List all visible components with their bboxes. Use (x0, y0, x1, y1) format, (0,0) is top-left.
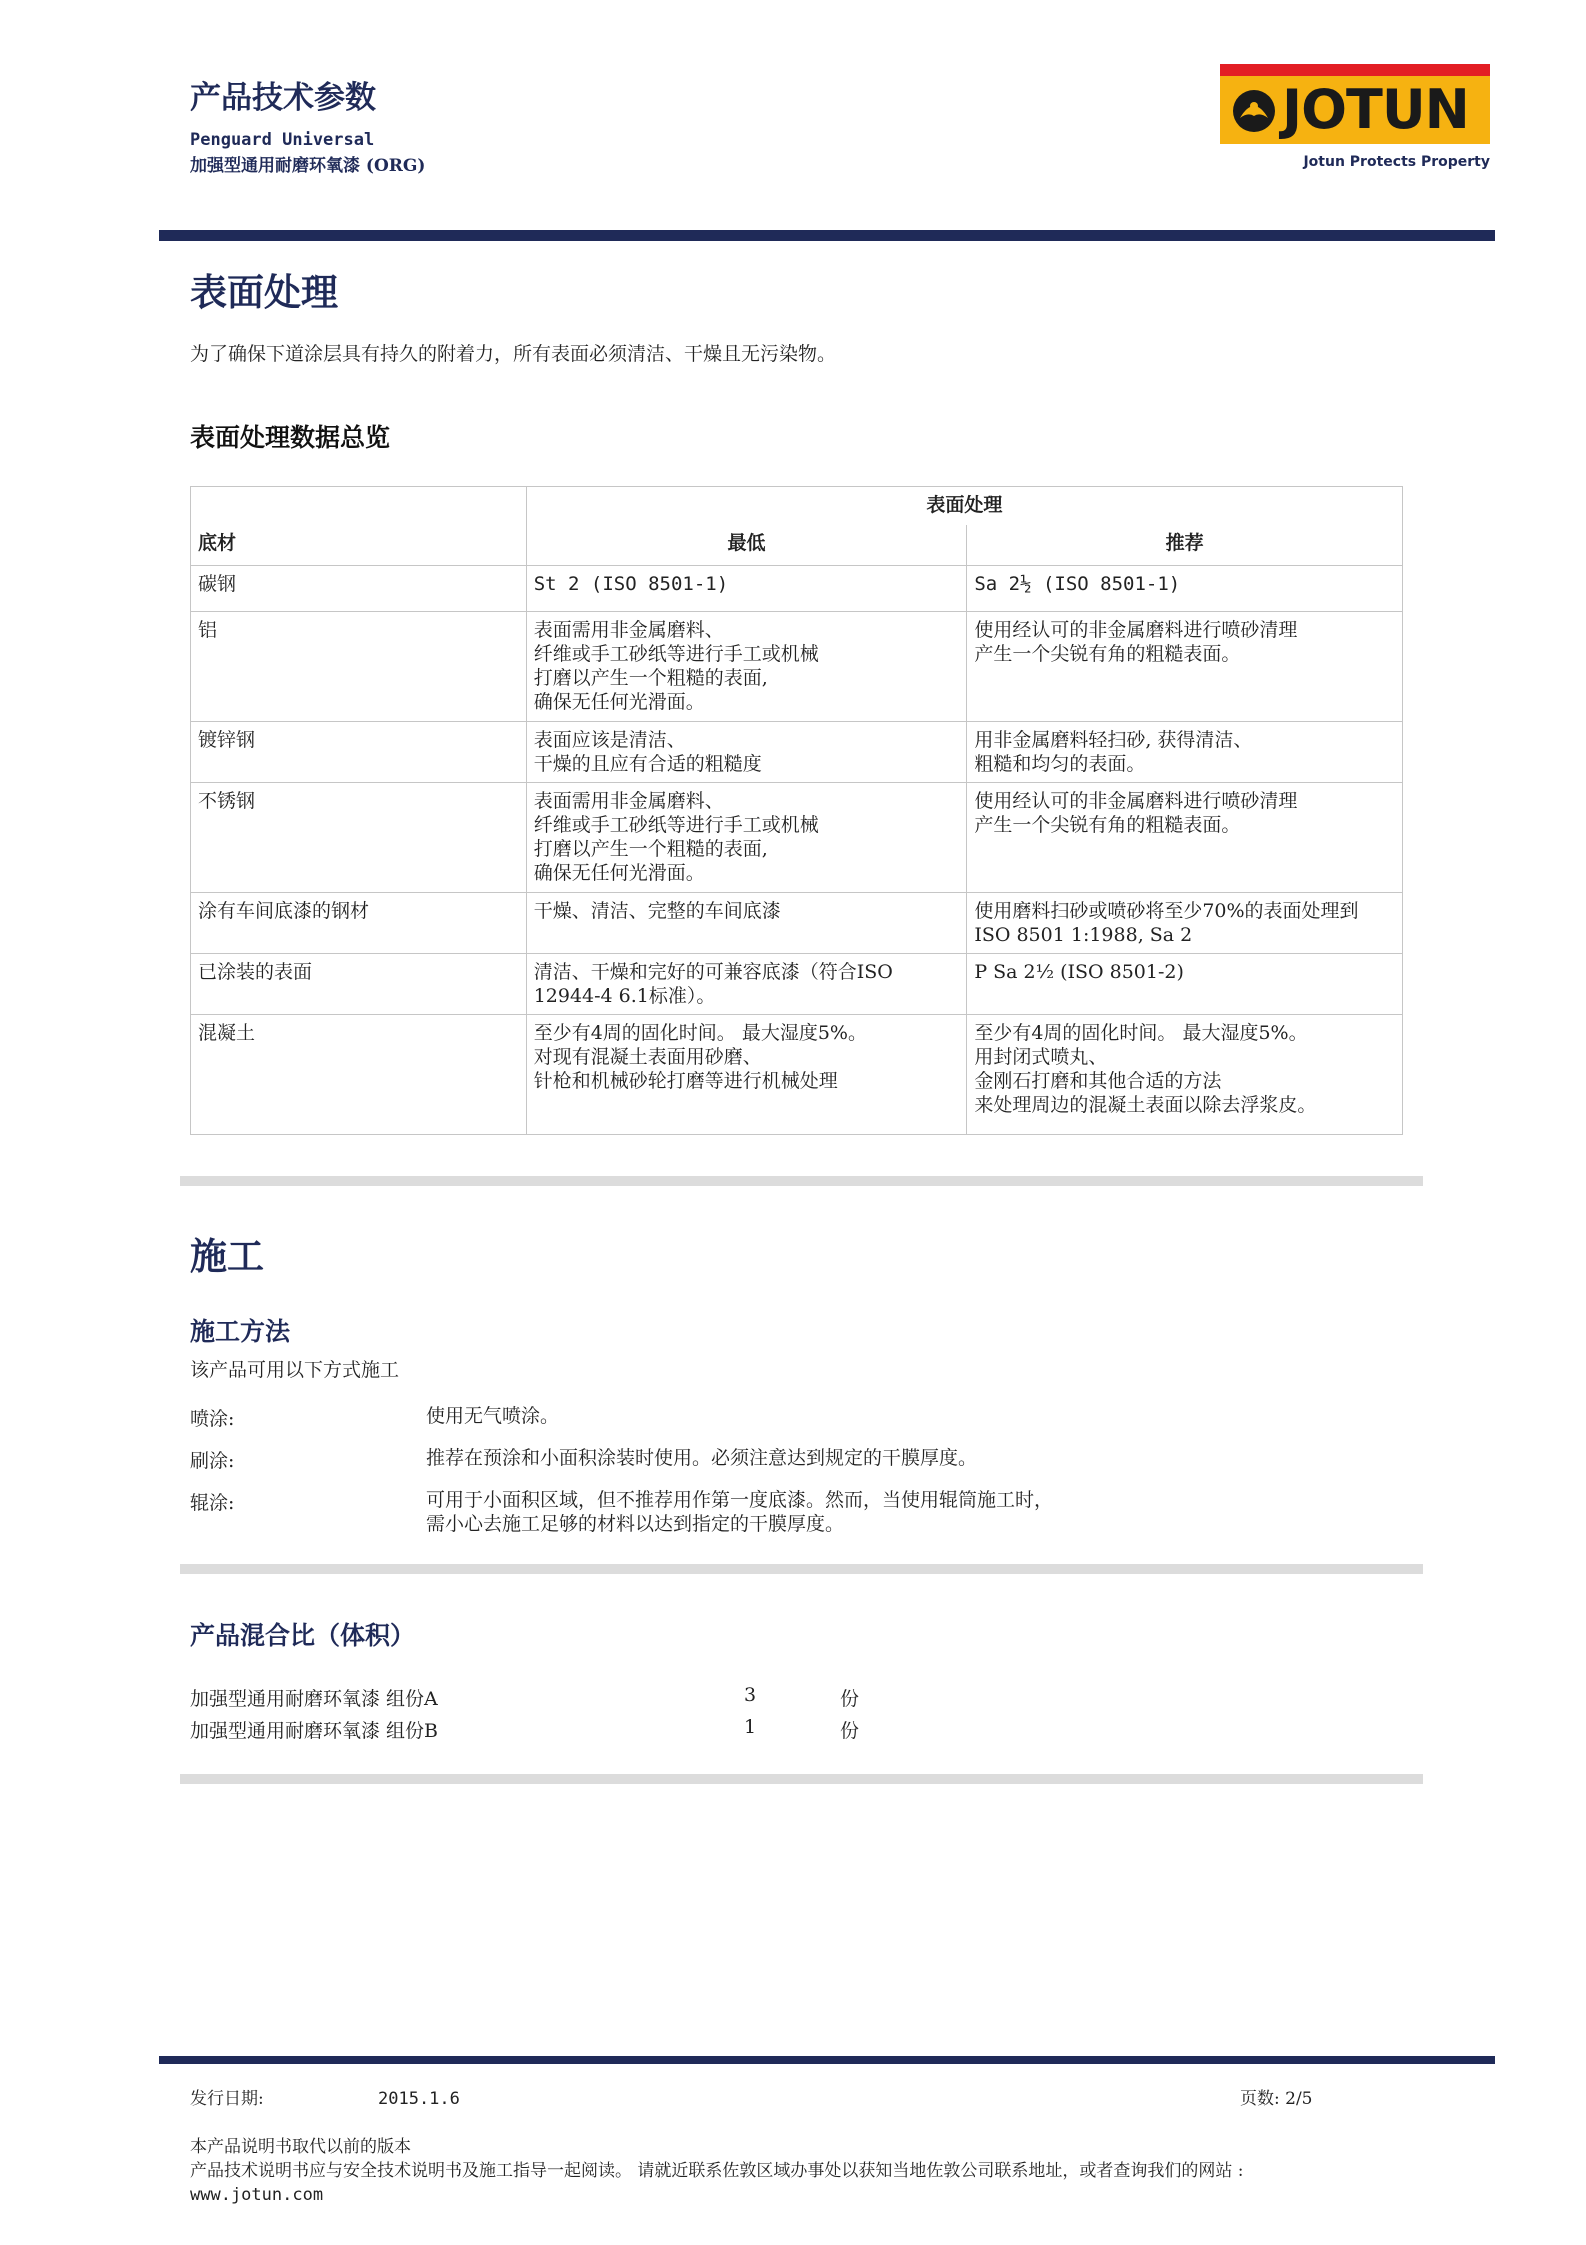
mix-component-b-name: 加强型通用耐磨环氧漆 组份B (190, 1720, 439, 1742)
col-min-header: 最低 (526, 525, 967, 566)
min-cell: 表面应该是清洁、 干燥的且应有合适的粗糙度 (526, 722, 967, 783)
rec-cell: 至少有4周的固化时间。 最大湿度5%。 用封闭式喷丸、 金刚石打磨和其他合适的方法 来处理周边的混凝土表面以除去浮浆皮。 (967, 1015, 1403, 1135)
surface-table (190, 486, 1403, 1135)
application-method-heading: 施工方法 (190, 1317, 291, 1346)
footer-note: 产品技术说明书应与安全技术说明书及施工指导一起阅读。 请就近联系佐敦区域办事处以获知当地佐敦公司联系地址，或者查询我们的网站 : (190, 2161, 1244, 2181)
substrate-cell: 混凝土 (191, 1015, 527, 1135)
section-divider (180, 1774, 1423, 1784)
surface-heading: 表面处理 (190, 271, 338, 314)
substrate-cell: 镀锌钢 (191, 722, 527, 783)
min-cell: 干燥、清洁、完整的车间底漆 (526, 893, 967, 954)
min-cell: 表面需用非金属磨料、 纤维或手工砂纸等进行手工或机械 打磨以产生一个粗糙的表面, 确保无任何光滑面。 (526, 612, 967, 722)
min-cell: 至少有4周的固化时间。 最大湿度5%。 对现有混凝土表面用砂磨、 针枪和机械砂轮打磨等进行机械处理 (526, 1015, 967, 1135)
substrate-cell: 不锈钢 (191, 783, 527, 893)
footer-rule (159, 2056, 1495, 2064)
col-rec-header: 推荐 (967, 525, 1403, 566)
logo-wordmark: JOTUN (1282, 78, 1469, 141)
product-subtitle: 加强型通用耐磨环氧漆 (ORG) (190, 156, 426, 176)
table-row (191, 783, 1403, 893)
min-cell: 表面需用非金属磨料、 纤维或手工砂纸等进行手工或机械 打磨以产生一个粗糙的表面, 确保无任何光滑面。 (526, 783, 967, 893)
logo-tagline: Jotun Protects Property (1303, 154, 1490, 170)
table-row (191, 893, 1403, 954)
mix-component-a-value: 3 (744, 1684, 757, 1706)
section-divider (180, 1176, 1423, 1186)
table-row (191, 566, 1403, 612)
group-header: 表面处理 (526, 487, 1402, 526)
min-cell: St 2 (ISO 8501-1) (526, 566, 967, 612)
method-label-brush: 刷涂: (190, 1450, 235, 1472)
table-row (191, 722, 1403, 783)
page-number: 页数: 2/5 (1240, 2089, 1313, 2109)
mix-component-b-value: 1 (744, 1716, 757, 1738)
method-text-brush: 推荐在预涂和小面积涂装时使用。必须注意达到规定的干膜厚度。 (426, 1447, 978, 1469)
method-text-spray: 使用无气喷涂。 (426, 1405, 560, 1427)
application-intro: 该产品可用以下方式施工 (190, 1359, 400, 1381)
mixing-heading: 产品混合比（体积） (190, 1621, 416, 1650)
rec-cell: 使用磨料扫砂或喷砂将至少70%的表面处理到 ISO 8501 1:1988, Sa 2 (967, 893, 1403, 954)
jotun-logo (1220, 64, 1490, 172)
min-cell: 清洁、干燥和完好的可兼容底漆（符合ISO 12944-4 6.1标准）。 (526, 954, 967, 1015)
section-divider (180, 1564, 1423, 1574)
substrate-cell: 涂有车间底漆的钢材 (191, 893, 527, 954)
rec-cell: 用非金属磨料轻扫砂, 获得清洁、 粗糙和均匀的表面。 (967, 722, 1403, 783)
rec-cell: Sa 2½ (ISO 8501-1) (967, 566, 1403, 612)
mix-component-a-name: 加强型通用耐磨环氧漆 组份A (190, 1688, 438, 1710)
method-text-roller: 可用于小面积区域，但不推荐用作第一度底漆。然而，当使用辊筒施工时， 需小心去施工足够的材料以达到指定的干膜厚度。 (426, 1489, 1054, 1535)
rec-cell: 使用经认可的非金属磨料进行喷砂清理 产生一个尖锐有角的粗糙表面。 (967, 612, 1403, 722)
header-rule (159, 230, 1495, 241)
method-label-roller: 辊涂: (190, 1492, 235, 1514)
table-row (191, 612, 1403, 722)
table-row (191, 1015, 1403, 1135)
supersede-note: 本产品说明书取代以前的版本 (190, 2137, 411, 2157)
document-title: 产品技术参数 (190, 80, 376, 116)
method-label-spray: 喷涂: (190, 1408, 235, 1430)
mix-component-b-unit: 份 (840, 1720, 860, 1742)
table-row (191, 954, 1403, 1015)
surface-intro: 为了确保下道涂层具有持久的附着力，所有表面必须清洁、干燥且无污染物。 (190, 343, 837, 365)
application-heading: 施工 (190, 1235, 264, 1278)
issue-date: 2015.1.6 (378, 2089, 460, 2109)
issue-date-label: 发行日期: (190, 2089, 264, 2109)
col-substrate-header: 底材 (191, 487, 527, 566)
mix-component-a-unit: 份 (840, 1688, 860, 1710)
logo-red-band (1220, 64, 1490, 76)
product-name: Penguard Universal (190, 130, 375, 150)
surface-summary-heading: 表面处理数据总览 (190, 423, 391, 452)
substrate-cell: 碳钢 (191, 566, 527, 612)
website-link[interactable]: www.jotun.com (190, 2185, 324, 2205)
substrate-cell: 铝 (191, 612, 527, 722)
whale-emblem-icon (1230, 86, 1278, 136)
rec-cell: 使用经认可的非金属磨料进行喷砂清理 产生一个尖锐有角的粗糙表面。 (967, 783, 1403, 893)
table-header-row (191, 487, 1403, 526)
substrate-cell: 已涂装的表面 (191, 954, 527, 1015)
rec-cell: P Sa 2½ (ISO 8501-2) (967, 954, 1403, 1015)
